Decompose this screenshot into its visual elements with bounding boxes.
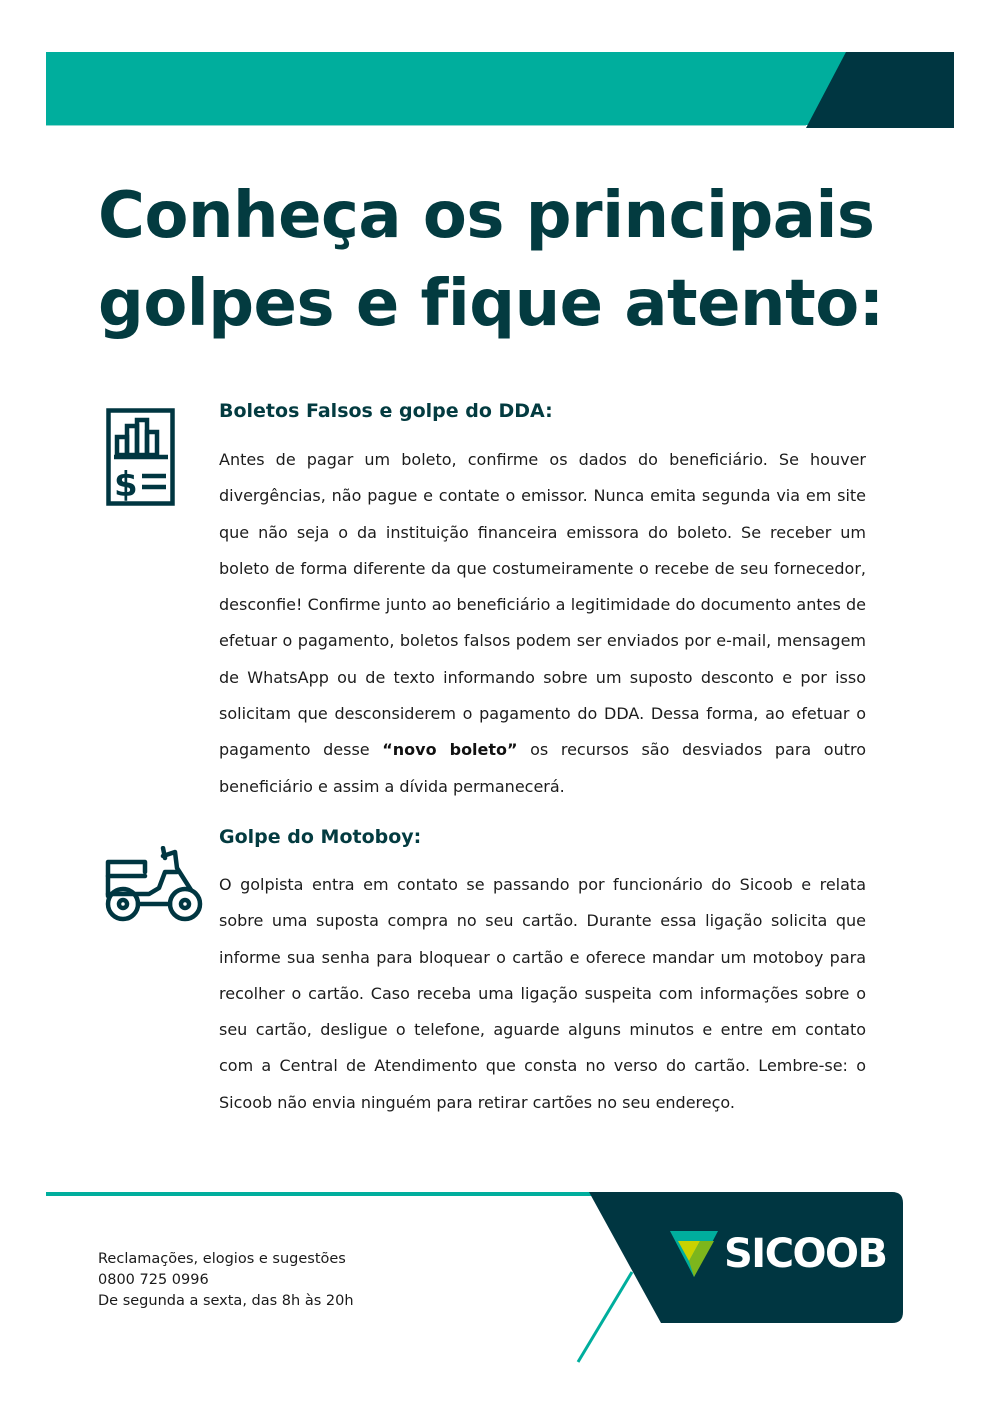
section-body-boletos <box>219 442 866 805</box>
title-line-2: golpes e fique atento: <box>98 267 884 341</box>
contact-line-feedback: Reclamações, elogios e sugestões <box>98 1251 346 1267</box>
contact-phone: 0800 725 0996 <box>98 1272 209 1288</box>
section-body-motoboy: O golpista entra em contato se passando por funcionário do Sicoob e relata sobre uma suposta compra no seu cartão. Durante essa ligação solicita que informe sua senha para bloquear o cartão e oferece mandar um motoboy para recolher o cartão. Caso receba uma ligação suspeita com informações sobre o seu cartão, desligue o telefone, aguarde alguns minutos e entre em contato com a Central de Atendimento que consta no verso do cartão. Lembre-se: o Sicoob não envia ninguém para retirar cartões no seu endereço. <box>219 875 866 1112</box>
header-band <box>46 52 954 128</box>
page-title <box>98 172 884 348</box>
contact-hours: De segunda a sexta, das 8h às 20h <box>98 1293 354 1309</box>
logo-text: SICOOB <box>724 1231 887 1277</box>
sicoob-logo-icon <box>670 1231 718 1277</box>
boletos-text-end: os recursos são desviados para outro beneficiário e assim a dívida permanecerá. <box>219 740 867 796</box>
boletos-text-start: Antes de pagar um boleto, confirme os dados do beneficiário. Se houver divergências, não pague e contate o emissor. Nunca emita segunda via em site que não seja o da instituição financeira emissora do boleto. Se receber um boleto de forma diferente da que costumeiramente o recebe de seu fornecedor, desconfie! Confirme junto ao beneficiário a legitimidade do documento antes de efetuar o pagamento, boletos falsos podem ser enviados por e-mail, mensagem de WhatsApp ou de texto informando sobre um suposto desconto e por isso solicitam que desconsiderem o pagamento do DDA. Dessa forma, ao efetuar o pagamento desse <box>219 450 866 760</box>
svg-text:$: $ <box>114 465 138 505</box>
contact-info <box>98 1249 354 1312</box>
boletos-text-bold: “novo boleto” <box>382 740 518 760</box>
sicoob-logo <box>670 1227 887 1281</box>
title-line-1: Conheça os principais <box>98 179 875 253</box>
section-heading-boletos: Boletos Falsos e golpe do DDA: <box>219 400 553 422</box>
section-heading-motoboy: Golpe do Motoboy: <box>219 826 422 848</box>
boleto-invoice-icon <box>106 408 175 506</box>
motorcycle-icon <box>103 846 205 924</box>
